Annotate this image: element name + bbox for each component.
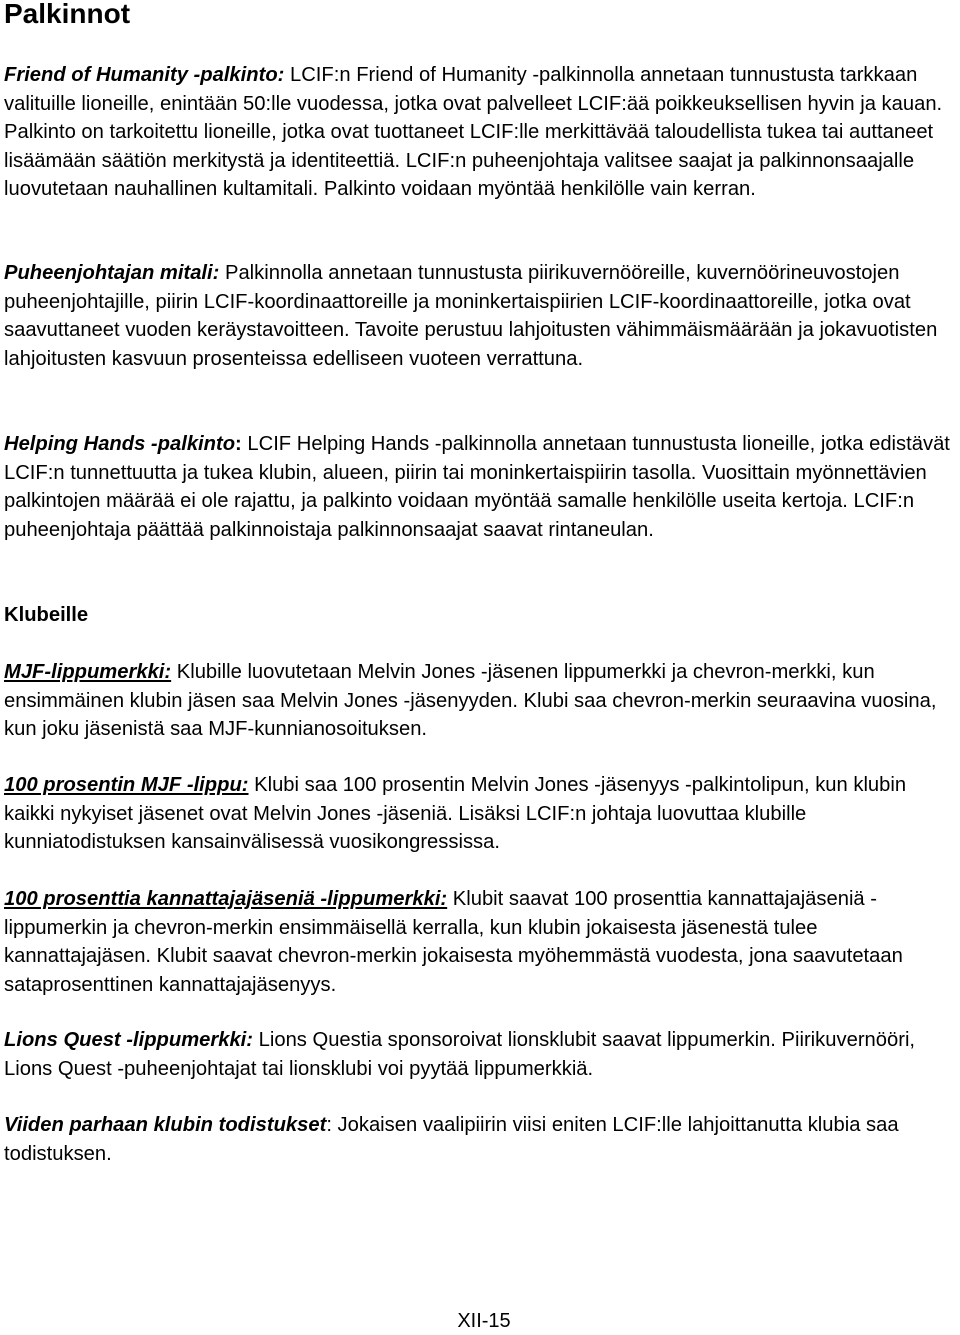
- clubs-heading: Klubeille: [4, 604, 89, 626]
- award-term: Puheenjohtajan mitali:: [4, 262, 220, 284]
- award-mjf-banner-patch: [4, 658, 956, 744]
- award-helping-hands: [4, 430, 956, 544]
- award-term: Lions Quest -lippumerkki:: [4, 1029, 254, 1051]
- award-text: Jokaisen vaalipiirin viisi eniten LCIF:lle lahjoittanutta klubia saa todistuksen.: [4, 1114, 899, 1165]
- award-top-five-clubs: [4, 1111, 956, 1168]
- award-text: Palkinnolla annetaan tunnustusta piirikuvernööreille, kuvernöörineuvostojen puheenjohtajille, piirin LCIF-koordinaattoreille ja moninkertaispiirien LCIF-koordinaattoreille, jotka ovat saavuttaneet vuoden keräystavoitteen. Tavoite perustuu lahjoitusten vähimmäismäärään ja jokavuotisten lahjoitusten kasvuun prosenteissa edelliseen vuoteen verrattuna.: [4, 262, 938, 370]
- award-100-percent-mjf-banner: [4, 771, 956, 857]
- award-text: LCIF:n Friend of Humanity -palkinnolla annetaan tunnustusta tarkkaan valituille lioneille, enintään 50:lle vuodessa, jotka ovat palvelleet LCIF:ää poikkeuksellisen hyvin ja kauan. Palkinto on tarkoitettu lioneille, jotka ovat tuottaneet LCIF:lle merkittävää taloudellista tukea tai auttaneet lisäämään säätiön merkitystä ja identiteettiä. LCIF:n puheenjohtaja valitsee saajat ja palkinnonsaajalle luovutetaan nauhallinen kultamitali. Palkinto voidaan myöntää henkilölle vain kerran.: [4, 64, 943, 201]
- award-text: LCIF Helping Hands -palkinnolla annetaan tunnustusta lioneille, jotka edistävät LCIF:n tunnettuutta ja tukea klubin, alueen, piirin tai moninkertaispiirin tasolla. Vuosittain myönnettävien palkintojen määrää ei ole rajattu, ja palkinto voidaan myöntää samalle henkilölle useita kertoja. LCIF:n puheenjohtaja päättää palkinnoistaja palkinnonsaajat saavat rintaneulan.: [4, 433, 950, 541]
- award-term: MJF-lippumerkki:: [4, 661, 172, 683]
- award-term: 100 prosenttia kannattajajäseniä -lippumerkki:: [4, 888, 448, 910]
- award-colon: :: [235, 433, 242, 455]
- award-text: Lions Questia sponsoroivat lionsklubit saavat lippumerkin. Piirikuvernööri, Lions Quest -puheenjohtajat tai lionsklubi voi pyytää lippumerkkiä.: [4, 1029, 916, 1080]
- award-term: Friend of Humanity -palkinto:: [4, 64, 285, 86]
- award-lions-quest-patch: [4, 1026, 956, 1083]
- award-text: Klubille luovutetaan Melvin Jones -jäsenen lippumerkki ja chevron-merkki, kun ensimmäinen klubin jäsen saa Melvin Jones -jäsenyyden. Klubi saa chevron-merkin seuraavina vuosina, kun joku jäsenistä saa MJF-kunnianosoituksen.: [4, 661, 937, 741]
- award-term: Helping Hands -palkinto: [4, 433, 236, 455]
- award-text: Klubit saavat 100 prosenttia kannattajajäseniä -lippumerkin ja chevron-merkin ensimmäisellä kerralla, kun klubin jokaisesta jäsenestä tulee kannattajajäsen. Klubit saavat chevron-merkin jokaisesta myöhemmästä vuodesta, jona saavutetaan sataprosenttinen kannattajajäsenyys.: [4, 888, 903, 996]
- award-term: 100 prosentin MJF -lippu:: [4, 774, 249, 796]
- page-title: Palkinnot: [4, 0, 131, 29]
- award-text: Klubi saa 100 prosentin Melvin Jones -jäsenyys -palkintolipun, kun klubin kaikki nykyiset jäsenet ovat Melvin Jones -jäseniä. Lisäksi LCIF:n johtaja luovuttaa klubille kunniatodistuksen kansainvälisessä vuosikongressissa.: [4, 774, 907, 854]
- award-term: Viiden parhaan klubin todistukset: [4, 1114, 327, 1136]
- page-footer: [4, 1308, 956, 1334]
- award-chairman-medal: [4, 259, 956, 373]
- award-colon: :: [326, 1114, 332, 1136]
- award-friend-of-humanity: [4, 61, 956, 204]
- page-number: XII-15: [457, 1310, 511, 1332]
- award-100-percent-supporters-patch: [4, 885, 956, 999]
